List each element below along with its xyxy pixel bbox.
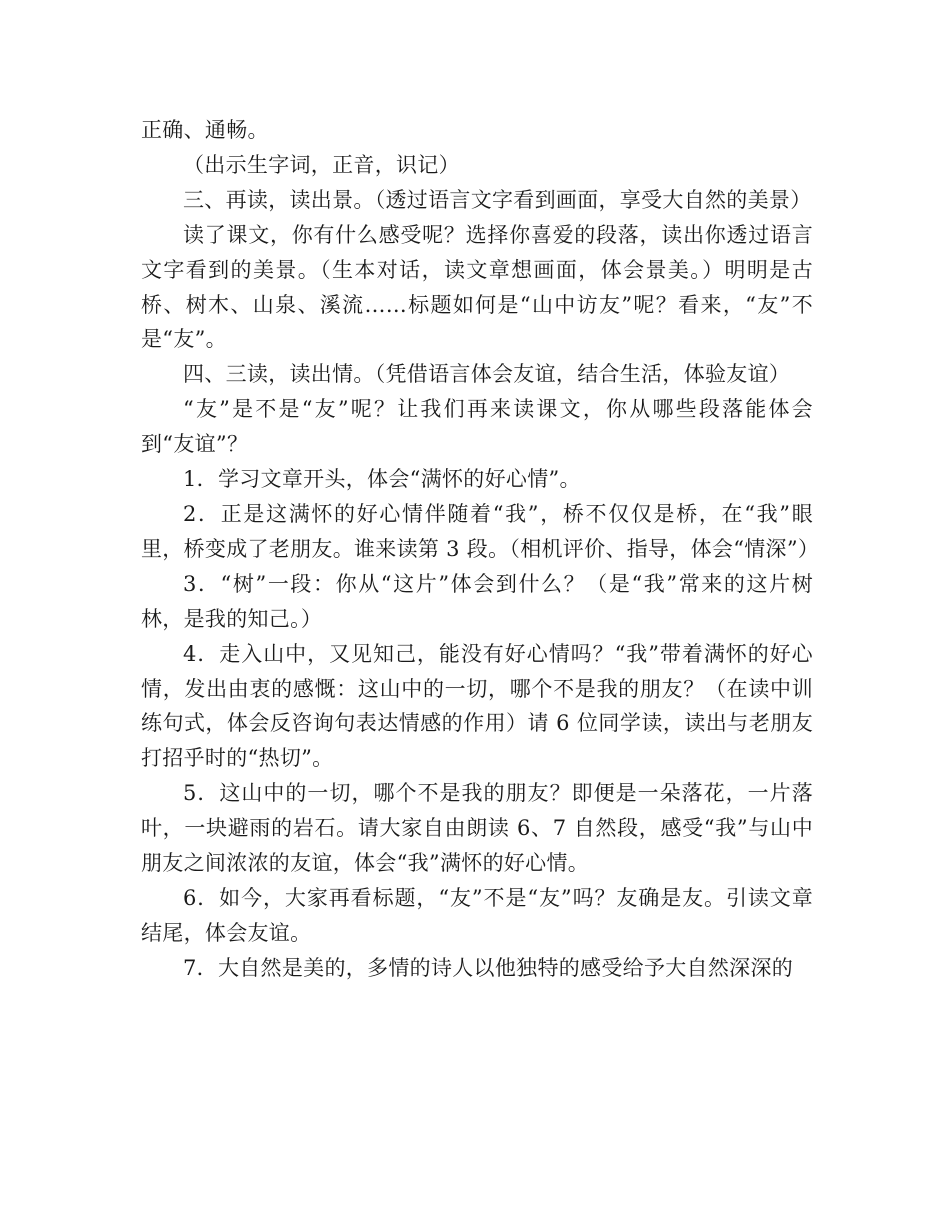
list-item: 5．这山中的一切，哪个不是我的朋友？即便是一朵落花，一片落叶，一块避雨的岩石。请大家自由朗读 6、7 自然段，感受“我”与山中朋友之间浓浓的友谊，体会“我”满怀的好心情。 bbox=[141, 781, 813, 876]
list-item: 2．正是这满怀的好心情伴随着“我”，桥不仅仅是桥，在“我”眼里，桥变成了老朋友。谁来读第 3 段。（相机评价、指导，体会“情深”） bbox=[141, 501, 820, 561]
section-heading-4: 四、三读，读出情。（凭借语言体会友谊，结合生活，体验友谊） bbox=[183, 362, 791, 387]
section-heading-3: 三、再读，读出景。（透过语言文字看到画面，享受大自然的美景） bbox=[183, 187, 812, 212]
paragraph: 读了课文，你有什么感受呢？选择你喜爱的段落，读出你透过语言文字看到的美景。（生本对话，读文章想画面，体会景美。）明明是古桥、树木、山泉、溪流……标题如何是“山中访友”呢？看来，“友”不是“友”。 bbox=[141, 222, 813, 352]
list-item: 3．“树”一段：你从“这片”体会到什么？（是“我”常来的这片树林，是我的知己。） bbox=[141, 571, 813, 631]
list-item: 6．如今，大家再看标题，“友”不是“友”吗？友确是友。引读文章结尾，体会友谊。 bbox=[141, 885, 813, 945]
paragraph-note: （出示生字词，正音，识记） bbox=[183, 152, 460, 177]
paragraph-continuation: 正确、通畅。 bbox=[141, 118, 269, 142]
list-item: 1．学习文章开头，体会“满怀的好心情”。 bbox=[183, 467, 581, 492]
list-item: 4．走入山中，又见知己，能没有好心情吗？“我”带着满怀的好心情，发出由衷的感慨：这山中的一切，哪个不是我的朋友？（在读中训练句式，体会反咨询句表达情感的作用）请 6 位同学读，读出与老朋友打招乎时的“热切”。 bbox=[141, 641, 813, 771]
paragraph: “友”是不是“友”呢？让我们再来读课文，你从哪些段落能体会到“友谊”？ bbox=[141, 397, 813, 457]
list-item: 7．大自然是美的，多情的诗人以他独特的感受给予大自然深深的 bbox=[183, 955, 794, 980]
document-body bbox=[141, 113, 820, 986]
